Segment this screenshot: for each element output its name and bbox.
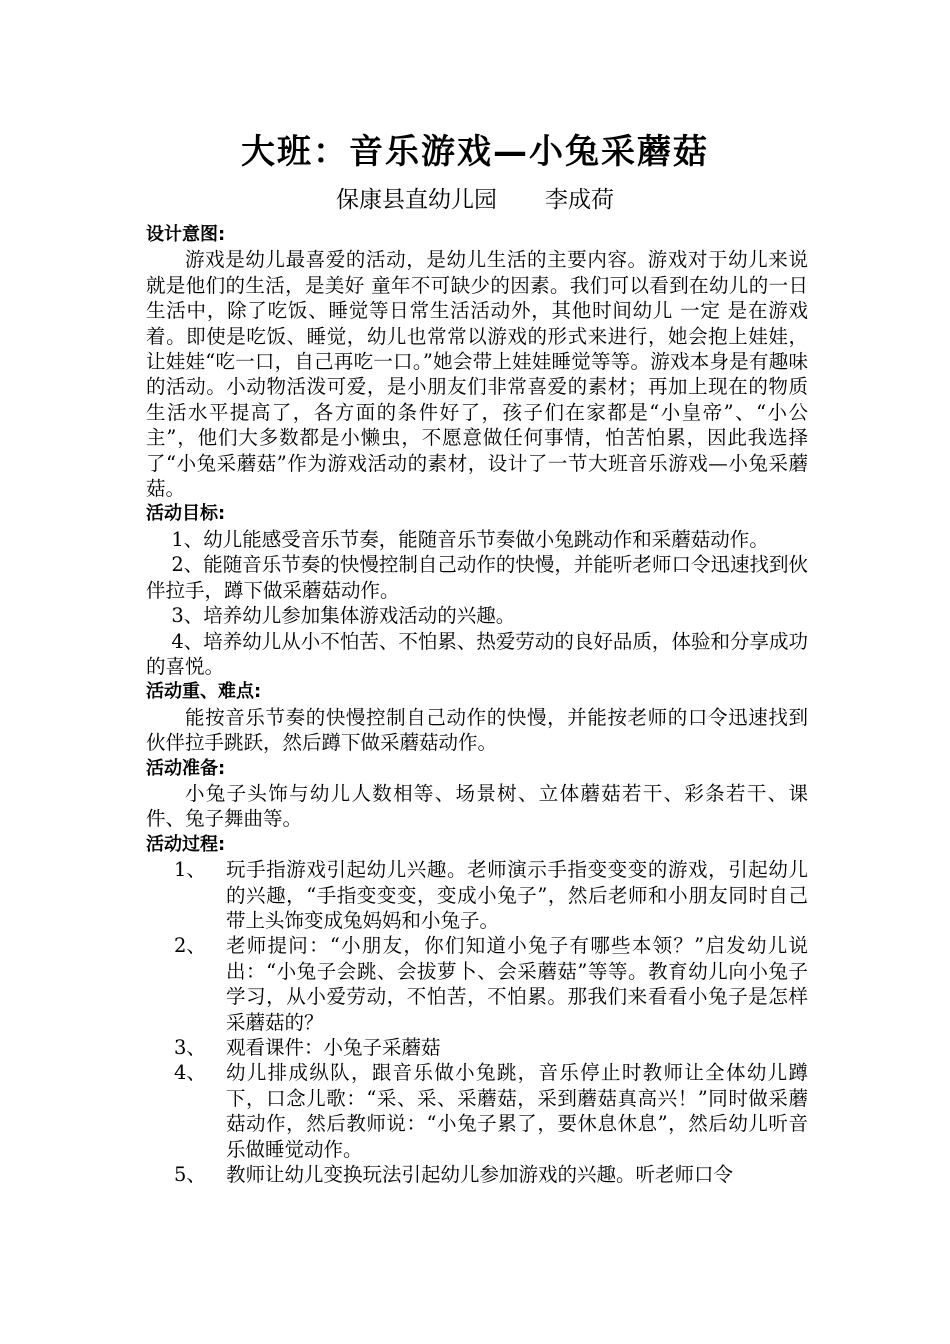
process-step	[146, 857, 808, 933]
goal-item: 2、能随音乐节奏的快慢控制自己动作的快慢，并能听老师口令迅速找到伙伴拉手，蹲下做采蘑菇动作。	[146, 553, 808, 602]
byline	[0, 184, 950, 216]
step-number: 2、	[174, 934, 206, 958]
step-number: 4、	[174, 1061, 206, 1085]
process-heading: 活动过程:	[146, 833, 226, 855]
key-points-heading: 活动重、难点:	[146, 681, 262, 703]
step-text: 观看课件：小兔子采蘑菇	[226, 1036, 441, 1059]
preparation-heading: 活动准备:	[146, 757, 226, 779]
step-number: 3、	[174, 1036, 206, 1059]
process-step	[146, 1060, 808, 1162]
author-name: 李成荷	[545, 187, 614, 213]
process-step	[146, 1162, 808, 1187]
key-points-text: 能按音乐节奏的快慢控制自己动作的快慢，并能按老师的口令迅速找到伙伴拉手跳跃，然后蹲下做采蘑菇动作。	[146, 705, 808, 755]
process-step	[146, 933, 808, 1035]
step-text: 教师让幼儿变换玩法引起幼儿参加游戏的兴趣。听老师口令	[226, 1163, 734, 1187]
goal-item: 1、幼儿能感受音乐节奏，能随音乐节奏做小兔跳动作和采蘑菇动作。	[171, 527, 769, 551]
goal-item: 4、培养幼儿从小不怕苦、不怕累、热爱劳动的良好品质，体验和分享成功的喜悦。	[146, 629, 808, 678]
design-intent-heading: 设计意图:	[146, 224, 226, 245]
step-number: 1、	[174, 858, 206, 882]
school-name: 保康县直幼儿园	[336, 187, 497, 213]
step-number: 5、	[174, 1163, 206, 1187]
document-body	[146, 222, 808, 1187]
goal-item: 3、培养幼儿参加集体游戏活动的兴趣。	[171, 604, 516, 628]
step-text: 幼儿排成纵队，跟音乐做小兔跳，音乐停止时教师让全体幼儿蹲下，口念儿歌：“采、采、采蘑菇，采到蘑菇真高兴！”同时做采蘑菇动作，然后教师说：“小兔子累了，要休息休息”，然后幼儿听音乐做睡觉动作。	[226, 1061, 808, 1161]
step-text: 玩手指游戏引起幼儿兴趣。老师演示手指变变变的游戏，引起幼儿的兴趣，“手指变变变，变成小兔子”，然后老师和小朋友同时自己带上头饰变成兔妈妈和小兔子。	[226, 858, 808, 932]
process-step	[146, 1035, 808, 1060]
design-intent-text: 游戏是幼儿最喜爱的活动，是幼儿生活的主要内容。游戏对于幼儿来说就是他们的生活，是美好 童年不可缺少的因素。我们可以看到在幼儿的一日生活中，除了吃饭、睡觉等日常生活活动外，其他时间幼儿 一定 是在游戏着。即使是吃饭、睡觉，幼儿也常常以游戏的形式来进行，她会抱上娃娃，让娃娃“吃一口，自己再吃一口。”她会带上娃娃睡觉等等。游戏本身是有趣味的活动。小动物活泼可爱，是小朋友们非常喜爱的素材；再加上现在的物质生活水平提高了，各方面的条件好了，孩子们在家都是“小皇帝”、“小公主”，他们大多数都是小懒虫，不愿意做任何事情，怕苦怕累，因此我选择了“小兔采蘑菇”作为游戏活动的素材，设计了一节大班音乐游戏—小兔采蘑菇。	[146, 248, 808, 501]
step-text: 老师提问：“小朋友，你们知道小兔子有哪些本领？”启发幼儿说出：“小兔子会跳、会拔萝卜、会采蘑菇”等等。教育幼儿向小兔子学习，从小爱劳动，不怕苦，不怕累。那我们来看看小兔子是怎样采蘑菇的？	[226, 934, 808, 1034]
preparation-text: 小兔子头饰与幼儿人数相等、场景树、立体蘑菇若干、彩条若干、课件、兔子舞曲等。	[146, 781, 808, 831]
goals-heading: 活动目标:	[146, 503, 226, 525]
document-title: 大班：音乐游戏—小兔采蘑菇	[241, 132, 709, 172]
